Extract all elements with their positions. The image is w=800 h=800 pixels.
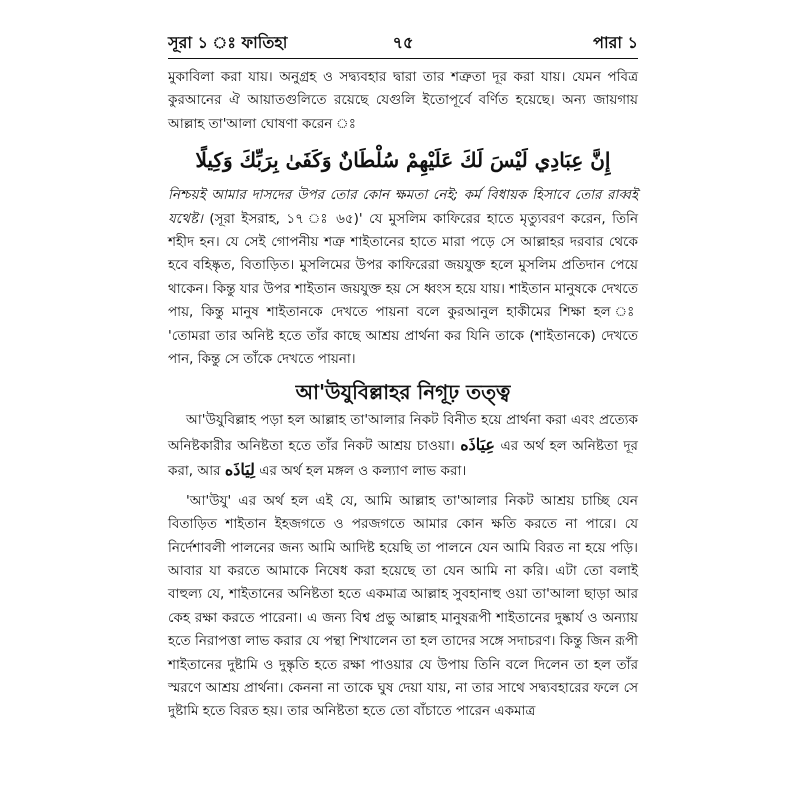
header-rule bbox=[168, 58, 638, 59]
page-body bbox=[168, 66, 638, 724]
meaning-part-c: এর অর্থ হল মঙ্গল ও কল্যাণ লাভ করা। bbox=[259, 463, 467, 480]
translation-continuation: (সূরা ইসরাহ, ১৭ ঃ ৬৫)' যে মুসলিম কাফিরের হাতে মৃত্যুবরণ করেন, তিনি শহীদ হন। যে সেই গোপনীয় শত্রু শাইতানের হাতে মারা পড়ে সে আল্লাহর দরবার থেকে হবে বহিষ্কৃত, বিতাড়িত। মুসলিমের উপর কাফিরেরা জয়যুক্ত হলে মুসলিম প্রতিদান পেয়ে থাকেন। কিন্তু যার উপর শাইতান জয়যুক্ত হয় সে ধ্বংস হয়ে যায়। শাইতান মানুষকে দেখতে পায়, কিন্তু মানুষ শাইতানকে দেখতে পায়না বলে কুরআনুল হাকীমের শিক্ষা হল ঃ 'তোমরা তার অনিষ্ট হতে তাঁর কাছে আশ্রয় প্রার্থনা কর যিনি তাকে (শাইতানকে) দেখতে পান, কিন্তু সে তাঁকে দেখতে পায়না। bbox=[168, 210, 638, 368]
header-surah: সূরা ১ ঃ ফাতিহা bbox=[168, 33, 288, 52]
meaning-part-a: আ'উযুবিল্লাহ পড়া হল আল্লাহ তা'আলার নিকট বিনীত হয়ে প্রার্থনা করা এবং প্রত্যেক অনিষ্টকারীর অনিষ্টতা হতে তাঁর নিকট আশ্রয় চাওয়া। bbox=[168, 412, 638, 454]
page-number: ৭৫ bbox=[392, 33, 414, 52]
meaning-paragraph bbox=[168, 409, 638, 483]
meaning-part-b: এর অর্থ হল অনিষ্টতা দূর করা, আর bbox=[168, 437, 638, 480]
verse-translation: নিশ্চয়ই আমার দাসদের উপর তোর কোন ক্ষমতা নেই; কর্ম বিধায়ক হিসাবে তোর রাব্বই যথেষ্ট। bbox=[168, 187, 638, 227]
translation-paragraph bbox=[168, 184, 638, 371]
arabic-word-liyadh: لِيَاذَه bbox=[224, 460, 255, 480]
header-para: পারা ১ bbox=[593, 33, 638, 52]
running-header bbox=[168, 26, 638, 56]
arabic-word-iyadh: عِيَاذَه bbox=[460, 434, 495, 454]
intro-paragraph: মুকাবিলা করা যায়। অনুগ্রহ ও সদ্ব্যবহার দ্বারা তার শত্রুতা দূর করা যায়। যেমন পবিত্র কুরআনের ঐ আয়াতগুলিতে রয়েছে যেগুলি ইতোপূর্বে বর্ণিত হয়েছে। অন্য জায়গায় আল্লাহ তা'আলা ঘোষণা করেন ঃ bbox=[168, 69, 638, 132]
arabic-verse: إِنَّ عِبَادِي لَيْسَ لَكَ عَلَيْهِمْ سُلْطَانٌ وَكَفَىٰ بِرَبِّكَ وَكِيلًا bbox=[195, 148, 611, 173]
section-heading: আ'উযুবিল্লাহর নিগূঢ় তত্ত্ব bbox=[295, 380, 511, 405]
auzu-paragraph: 'আ'উযু' এর অর্থ হল এই যে, আমি আল্লাহ তা'আলার নিকট আশ্রয় চাচ্ছি যেন বিতাড়িত শাইতান ইহজগতে ও পরজগতে আমার কোন ক্ষতি করতে না পারে। যে নির্দেশাবলী পালনের জন্য আমি আদিষ্ট হয়েছি তা পালনে যেন আমি বিরত না হয়ে পড়ি। আবার যা করতে আমাকে নিষেধ করা হয়েছে তা যেন আমি না করি। এটা তো বলাই বাহুল্য যে, শাইতানের অনিষ্টতা হতে একমাত্র আল্লাহ সুবহানাহু ওয়া তা'আলা ছাড়া আর কেহ রক্ষা করতে পারেনা। এ জন্য বিশ্ব প্রভু আল্লাহ মানুষরূপী শাইতানের দুষ্কার্য ও অন্যায় হতে নিরাপত্তা লাভ করার যে পন্থা শিখালেন তা হল তাদের সঙ্গে সদাচরণ। কিন্তু জিন রূপী শাইতানের দুষ্টামি ও দুষ্কৃতি হতে রক্ষা পাওয়ার যে উপায় তিনি বলে দিলেন তা হল তাঁর স্মরণে আশ্রয় প্রার্থনা। কেননা না তাকে ঘুষ দেয়া যায়, না তার সাথে সদ্ব্যবহারের ফলে সে দুষ্টামি হতে বিরত হয়। তার অনিষ্টতা হতে তো বাঁচাতে পারেন একমাত্র bbox=[168, 492, 638, 720]
